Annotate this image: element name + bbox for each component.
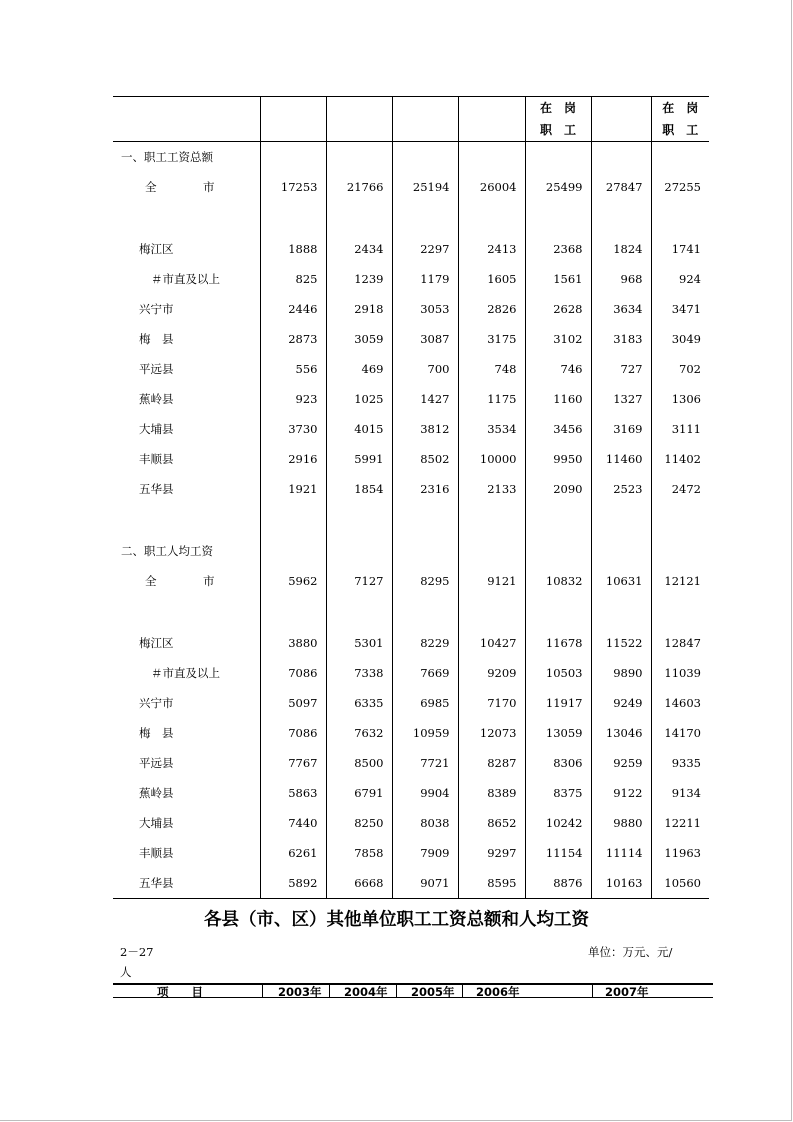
total-row: 全 市 5962 7127 8295 9121 10832 10631 12121 <box>113 566 709 596</box>
table-row: 蕉岭县 923 1025 1427 1175 1160 1327 1306 <box>113 384 709 414</box>
spacer-row <box>113 596 709 628</box>
table-row: 平远县 556 469 700 748 746 727 702 <box>113 354 709 384</box>
section-title: 一、职工工资总额 <box>121 150 213 164</box>
table-row: 大埔县 3730 4015 3812 3534 3456 3169 3111 <box>113 414 709 444</box>
table-row: 梅江区 1888 2434 2297 2413 2368 1824 1741 <box>113 234 709 264</box>
total-row: 全 市 17253 21766 25194 26004 25499 27847 27255 <box>113 172 709 202</box>
header-col-3 <box>392 97 458 142</box>
next-table-title: 各县（市、区）其他单位职工工资总额和人均工资 <box>204 910 589 930</box>
spacer-row <box>113 504 709 536</box>
section-title-row <box>113 536 709 566</box>
table-row: 梅 县 7086 7632 10959 12073 13059 13046 14170 <box>113 718 709 748</box>
row-label: 全 市 <box>145 180 215 194</box>
table-row: 五华县 1921 1854 2316 2133 2090 2523 2472 <box>113 474 709 504</box>
header-item-col <box>113 97 260 142</box>
unit-label-continued: 人 <box>120 965 132 979</box>
unit-label: 单位：万元、元/ <box>588 945 673 959</box>
section-title: 二、职工人均工资 <box>121 544 213 558</box>
table-row: 梅 县 2873 3059 3087 3175 3102 3183 3049 <box>113 324 709 354</box>
wage-table <box>113 96 709 899</box>
table-row: 平远县 7767 8500 7721 8287 8306 9259 9335 <box>113 748 709 778</box>
spacer-row <box>113 202 709 234</box>
header-col-1 <box>260 97 326 142</box>
table-row: ＃市直及以上 825 1239 1179 1605 1561 968 924 <box>113 264 709 294</box>
header-item: 项 目 <box>157 985 203 998</box>
table-row: 兴宁市 2446 2918 3053 2826 2628 3634 3471 <box>113 294 709 324</box>
header-year-2006: 2006年 <box>476 985 520 998</box>
section-title-row <box>113 142 709 173</box>
header-col-4 <box>458 97 525 142</box>
header-col-5: 在 岗 职 工 <box>525 97 591 142</box>
header-year-2004: 2004年 <box>344 985 388 998</box>
header-year-2005: 2005年 <box>411 985 455 998</box>
header-col-2 <box>326 97 392 142</box>
table-row: 五华县 5892 6668 9071 8595 8876 10163 10560 <box>113 868 709 899</box>
table-body <box>113 142 709 899</box>
header-col-6 <box>591 97 651 142</box>
table-row: 丰顺县 2916 5991 8502 10000 9950 11460 11402 <box>113 444 709 474</box>
header-year-2007: 2007年 <box>605 985 649 998</box>
table-row: 丰顺县 6261 7858 7909 9297 11154 11114 11963 <box>113 838 709 868</box>
header-col-7: 在 岗 职 工 <box>651 97 709 142</box>
table-row: ＃市直及以上 7086 7338 7669 9209 10503 9890 11039 <box>113 658 709 688</box>
row-label: 全 市 <box>145 574 215 588</box>
next-table-header <box>113 983 713 998</box>
table-code: 2－27 <box>120 945 154 959</box>
table-row: 蕉岭县 5863 6791 9904 8389 8375 9122 9134 <box>113 778 709 808</box>
table-row: 大埔县 7440 8250 8038 8652 10242 9880 12211 <box>113 808 709 838</box>
table-header-row <box>113 97 709 142</box>
table-row: 梅江区 3880 5301 8229 10427 11678 11522 12847 <box>113 628 709 658</box>
header-year-2003: 2003年 <box>278 985 322 998</box>
table-row: 兴宁市 5097 6335 6985 7170 11917 9249 14603 <box>113 688 709 718</box>
